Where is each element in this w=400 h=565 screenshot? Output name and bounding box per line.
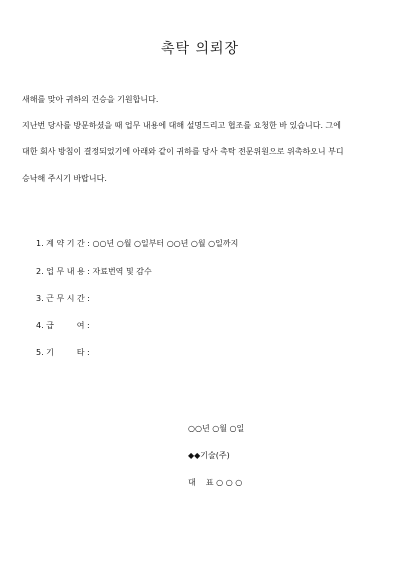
signature-company: ◆◆기술(주) bbox=[188, 451, 230, 460]
term-contract-period: 1. 계 약 기 간 : ○○년 ○월 ○일부터 ○○년 ○월 ○일까지 bbox=[36, 239, 239, 248]
term-other: 5. 기 타 : bbox=[36, 348, 90, 357]
body-line-greeting: 새해를 맞아 귀하의 건승을 기원합니다. bbox=[22, 95, 159, 104]
term-salary: 4. 급 여 : bbox=[36, 321, 90, 330]
body-line-2: 지난번 당사를 방문하셨을 때 업무 내용에 대해 설명드리고 협조를 요청한 바 있습니다. 그에 bbox=[22, 121, 341, 130]
term-working-hours: 3. 근 무 시 간 : bbox=[36, 294, 90, 303]
body-line-3: 대한 회사 방침이 결정되었기에 아래와 같이 귀하를 당사 촉탁 전문위원으로 위촉하오니 부디 bbox=[22, 147, 344, 156]
signature-representative: 대 표 ○ ○ ○ bbox=[188, 478, 243, 487]
document-title: 촉탁 의뢰장 bbox=[160, 41, 240, 57]
body-line-4: 승낙해 주시기 바랍니다. bbox=[22, 174, 107, 183]
term-duties: 2. 업 무 내 용 : 자료번역 및 감수 bbox=[36, 267, 152, 276]
signature-date: ○○년 ○월 ○일 bbox=[188, 424, 245, 433]
